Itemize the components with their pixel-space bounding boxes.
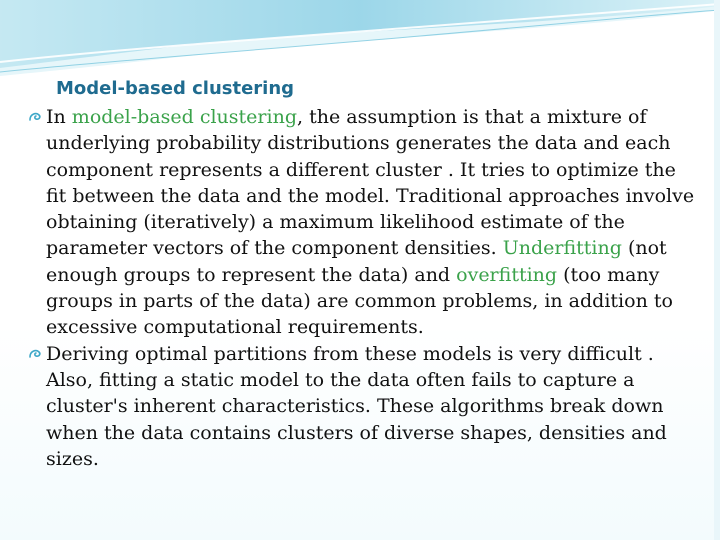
slide-title: Model-based clustering xyxy=(56,78,295,99)
bullet-item xyxy=(28,104,698,341)
slide-content xyxy=(28,104,698,472)
bullet-item xyxy=(28,341,698,472)
bullet-text: Deriving optimal partitions from these models is very difficult . Also, fitting a static model to the data often fails to capture a cluster's inherent characteristics. These algorithms break down when the data contains clusters of diverse shapes, densities and sizes. xyxy=(46,342,667,470)
swirl-bullet-icon xyxy=(28,347,42,361)
term-overfitting: overfitting xyxy=(456,263,558,286)
bullet-text: In model-based clustering, the assumption is that a mixture of underlying probability distributions generates the data and each component represents a different cluster . It tries to optimize the fit between the data and the model. Traditional approaches involve obtaining (iteratively) a maximum likelihood estimate of the parameter vectors of the component densities. Underfitting (not enough groups to represent the data) and overfitting (too many groups in parts of the data) are common problems, in addition to excessive computational requirements. xyxy=(46,106,695,339)
term-model-based-clustering: model-based clustering xyxy=(71,106,297,128)
term-underfitting: Underfitting xyxy=(502,237,622,260)
swirl-bullet-icon xyxy=(28,110,42,124)
